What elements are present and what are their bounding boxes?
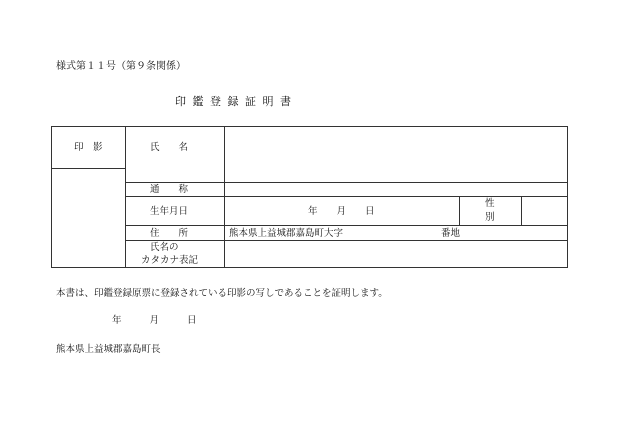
issuer-name: 熊本県上益城郡嘉島町長 [56,344,161,355]
row-divider-birthdate [125,225,568,226]
table-border-right [567,126,568,268]
issue-date-line: 年 月 日 [112,315,200,326]
lot-number-label: 番地 [441,228,461,239]
address-value: 熊本県上益城郡嘉島町大字 [229,228,344,239]
gender-label-bottom: 別 [485,212,495,223]
row-divider-alias [125,196,568,197]
table-border-left [51,126,52,268]
certification-text: 本書は、印鑑登録原票に登録されている印影の写しであることを証明します。 [56,288,388,299]
kana-label-line1: 氏名の [150,242,179,253]
birthdate-placeholder: 年 月 日 [308,206,375,217]
label-column-divider [224,126,225,268]
form-number: 様式第１１号（第９条関係） [56,61,186,72]
name-label: 氏 名 [150,142,189,153]
gender-label-top: 性 [485,198,495,209]
row-divider-name [125,182,568,183]
document-title: 印鑑登録証明書 [175,95,298,108]
birthdate-label: 生年月日 [150,206,189,217]
gender-label-right-divider [521,196,522,226]
seal-header-divider [51,168,125,169]
seal-label: 印 影 [74,142,103,153]
alias-label: 通 称 [150,184,189,195]
table-border-top [51,126,568,127]
row-divider-address [125,240,568,241]
seal-column-divider [125,126,126,268]
table-border-bottom [51,267,568,268]
gender-label-left-divider [459,196,460,226]
kana-label-line2: カタカナ表記 [141,255,199,266]
address-label: 住 所 [150,228,189,239]
